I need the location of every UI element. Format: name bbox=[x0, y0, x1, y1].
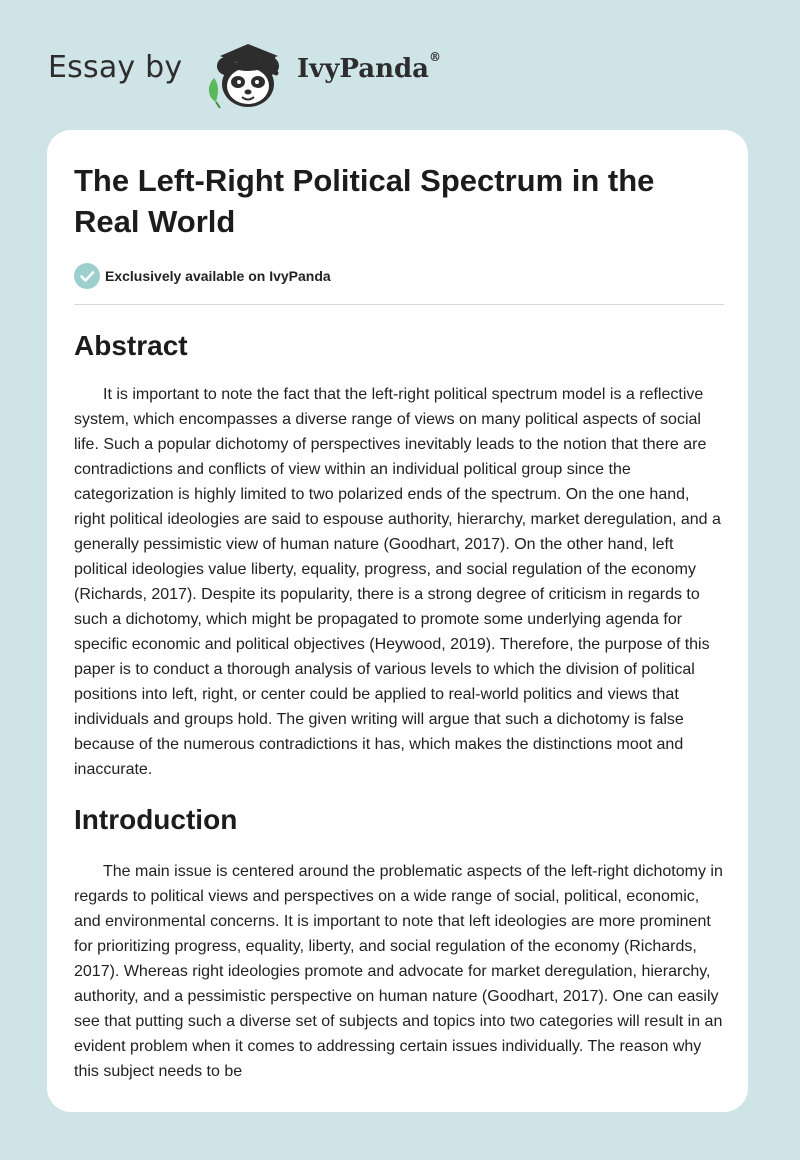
exclusive-badge-text: Exclusively available on IvyPanda bbox=[105, 268, 331, 284]
title-divider bbox=[74, 304, 724, 305]
introduction-heading: Introduction bbox=[74, 804, 238, 835]
brand-name bbox=[297, 50, 442, 84]
check-circle-icon bbox=[74, 263, 100, 289]
brand-prefix: Essay by bbox=[48, 50, 183, 85]
abstract-paragraph: It is important to note the fact that the left-right political spectrum model is a reflective system, which encompasses a diverse range of views on many political aspects of social life. Such a popular dichotomy of perspectives inevitably leads to the notion that there are contradictions and conflicts of view within an individual political group since the categorization is highly limited to two polarized ends of the spectrum. On the one hand, right political ideologies are said to espouse authority, hierarchy, market deregulation, and a generally pessimistic view of human nature (Goodhart, 2017). On the other hand, left political ideologies value liberty, equality, progress, and social regulation of the economy (Richards, 2017). Despite its popularity, there is a strong degree of criticism in regards to such a dichotomy, which might be propagated to promote some underlying agenda for specific economic and political objectives (Heywood, 2019). Therefore, the purpose of this paper is to conduct a thorough analysis of various levels to which the division of political positions into left, right, or center could be applied to real-world politics and views that individuals and groups hold. The given writing will argue that such a dichotomy is false because of the numerous contradictions it has, which makes the distinctions moot and inaccurate. bbox=[74, 386, 721, 778]
abstract-heading: Abstract bbox=[74, 330, 188, 361]
introduction-paragraph: The main issue is centered around the problematic aspects of the left-right dichotomy in regards to political views and perspectives on a wide range of social, political, economic, and environmental concerns. It is important to note that left ideologies are more prominent for prioritizing progress, equality, liberty, and social regulation of the economy (Richards, 2017). Whereas right ideologies promote and advocate for market deregulation, hierarchy, authority, and a pessimistic perspective on human nature (Goodhart, 2017). One can easily see that putting such a diverse set of subjects and topics into two categories will result in an evident problem when it comes to addressing certain issues individually. The reason why this subject needs to be bbox=[74, 863, 723, 1080]
exclusive-badge bbox=[74, 263, 724, 289]
panda-graduate-icon bbox=[202, 34, 294, 114]
brand-name-text: IvyPanda bbox=[297, 54, 430, 84]
essay-content bbox=[74, 160, 724, 1084]
essay-card bbox=[47, 130, 748, 1112]
document-title: The Left-Right Political Spectrum in the Real World bbox=[74, 163, 655, 239]
registered-mark: ® bbox=[429, 50, 442, 65]
